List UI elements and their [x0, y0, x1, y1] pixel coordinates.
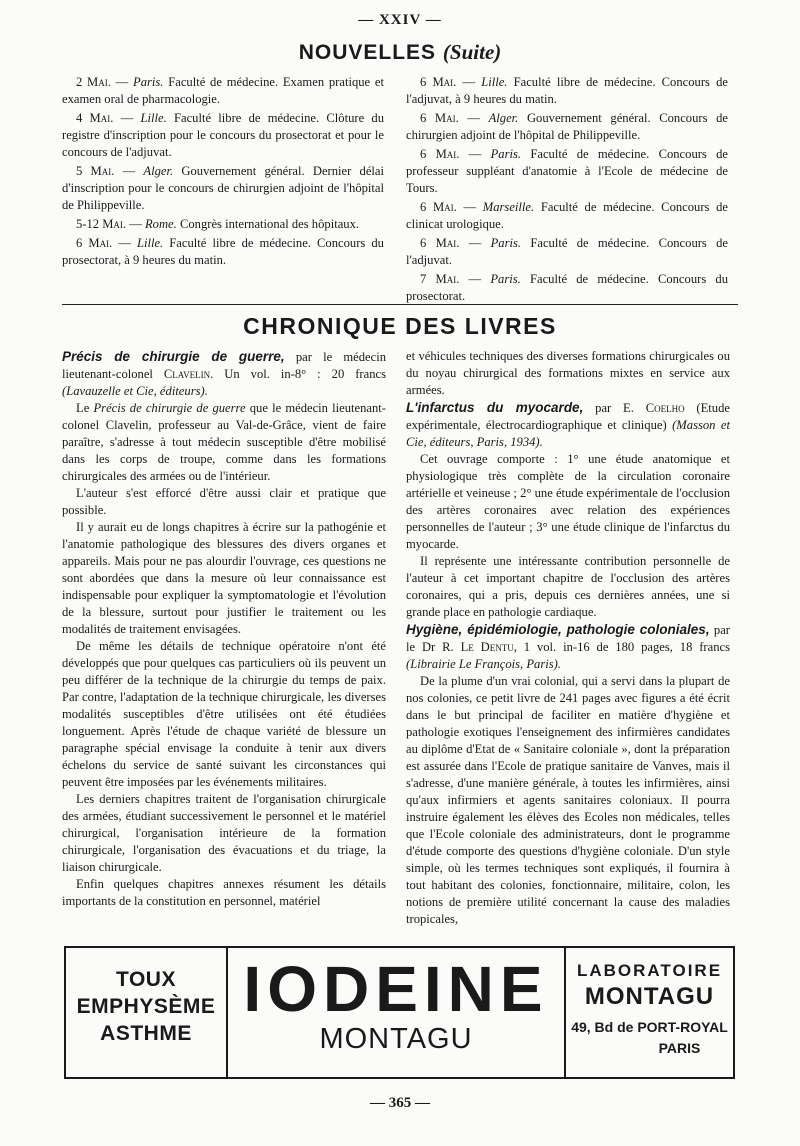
news-item: 5 Mai. — Alger. Gouvernement général. Dernier délai d'inscription pour le concours de chirurgien adjoint de l'hôpital de Philippeville.: [62, 164, 385, 212]
ad-lab-address: 49, Bd de PORT-ROYAL: [571, 1019, 728, 1035]
nouvelles-right-column: [406, 74, 728, 307]
chronique-left-column: [62, 348, 386, 910]
book1-paragraph-2: L'auteur s'est efforcé d'être aussi clair et pratique que possible.: [62, 486, 386, 517]
news-text: Faculté de médecine. Concours de professeur suppléant d'anatomie à l'Ecole de médecine de Tours.: [406, 147, 729, 195]
book3-paragraph-1: De la plume d'un vrai colonial, qui a servi dans la plupart de nos colonies, ce petit livre de 241 pages avec figures a été écrit dans le but principal de faciliter en matière d'hygiène et pathologie exotiques l'enseignement des infirmières candidates au diplôme d'Etat de « Sanitaire coloniale », dont la préparation est assurée dans l'Ecole de pratique sanitaire de Vanves, mais il s'adresse, d'une manière générale, à toutes les infirmières, ainsi qu'aux infirmiers et agents sanitaires coloniaux. Il pourra instruire également les élèves des Ecoles non médicales, telles que l'Ecole coloniale des administrateurs, dont le programme d'étude comporte des questions d'hygiène coloniale. D'un style simple, où les termes techniques sont expliqués, il fournira à tout habitant des colonies, fonctionnaire, militaire, colon, les notions de première utilité concernant la cause des maladies tropicales,: [406, 674, 730, 926]
news-text: Faculté de médecine. Concours de l'adjuvat.: [406, 236, 729, 267]
news-text: Faculté libre de médecine. Clôture du registre d'inscription pour le concours du prosectorat et pour le concours de l'adjuvat.: [62, 111, 385, 159]
nouvelles-title: [0, 40, 800, 65]
book2-publisher: (Masson et Cie, éditeurs, Paris, 1934).: [406, 418, 730, 449]
book1-title: Précis de chirurgie de guerre,: [62, 349, 285, 364]
news-place: Lille.: [140, 111, 167, 125]
book3-publisher: (Librairie Le François, Paris).: [406, 657, 561, 671]
book1-paragraph-6: Enfin quelques chapitres annexes résument les détails importants de la constitution en personnel, matériel: [62, 877, 386, 908]
section-divider: [62, 304, 738, 305]
ad-brand-name: IODEINE: [243, 953, 549, 1025]
roman-page-number: — XXIV —: [358, 12, 442, 28]
ad-brand-block: [226, 948, 566, 1077]
news-item: 7 Mai. — Paris. Faculté de médecine. Concours du prosectorat.: [406, 272, 729, 303]
book2-details: (Etude expérimentale, électrocardiographique et clinique): [406, 401, 730, 432]
news-place: Rome.: [144, 217, 177, 231]
news-place: Paris.: [490, 236, 522, 250]
ad-indication: TOUX: [116, 968, 176, 991]
book1-publisher: (Lavauzelle et Cie, éditeurs).: [62, 384, 208, 398]
nouvelles-title-text: NOUVELLES: [298, 41, 437, 64]
ad-lab-label: LABORATOIRE: [576, 961, 723, 980]
book1-paragraph-4: De même les détails de technique opératoire n'ont été développés que pour quelques cas particuliers où ils peuvent un peu différer de la technique de la chirurgie du temps de paix. Par contre, l'adaptation de la technique chirurgicale, les diverses modalités susceptibles d'être utilisées ont été étudiées longuement. Après l'étude de chaque variété de blessure un paragraphe spécial envisage la conduite à tenir aux divers échelons du service de santé suivant les circonstances qui peuvent être imposées par les événements militaires.: [62, 639, 386, 789]
book1-p1-rest: que le médecin lieutenant-colonel Clavelin, professeur au Val-de-Grâce, vient de faire paraître, s'adresse à tout médecin susceptible d'être mobilisé dans les corps de troupe, comme dans les formations chirurgicales des armées ou de l'intérieur.: [62, 401, 386, 483]
news-item: 2 Mai. — Paris. Faculté de médecine. Examen pratique et examen oral de pharmacologie.: [62, 75, 384, 106]
news-item: 6 Mai. — Paris. Faculté de médecine. Concours de l'adjuvat.: [406, 236, 729, 267]
news-place: Paris.: [490, 272, 521, 286]
page-number: — 365 —: [370, 1095, 430, 1111]
news-item: 6 Mai. — Lille. Faculté libre de médecine. Concours de l'adjuvat, à 9 heures du matin.: [406, 75, 728, 106]
nouvelles-left-column: [62, 74, 384, 271]
book2-heading: [406, 399, 730, 451]
news-place: Alger.: [488, 111, 519, 125]
news-item: 6 Mai. — Marseille. Faculté de médecine. Concours de clinicat urologique.: [406, 200, 728, 231]
book3-title: Hygiène, épidémiologie, pathologie coloniales,: [406, 622, 710, 637]
iodeine-advertisement: [64, 946, 735, 1079]
book1-details: Un vol. in-8° : 20 francs: [224, 367, 386, 381]
news-text: Faculté libre de médecine. Concours du prosectorat, à 9 heures du matin.: [62, 236, 384, 267]
book3-author: R. Le Dentu,: [442, 640, 517, 654]
news-date: 5-12 Mai.: [76, 217, 127, 231]
news-text: Faculté libre de médecine. Concours de l'adjuvat, à 9 heures du matin.: [406, 75, 728, 106]
news-text: Faculté de médecine. Examen pratique et examen oral de pharmacologie.: [62, 75, 384, 106]
book3-byline: par le Dr: [406, 623, 730, 654]
news-text: Gouvernement général. Dernier délai d'inscription pour le concours de chirurgien adjoint de l'hôpital de Philippeville.: [62, 164, 385, 212]
news-date: 6 Mai.: [420, 200, 457, 214]
book2-byline: par: [595, 401, 612, 415]
news-item: 6 Mai. — Lille. Faculté libre de médecine. Concours du prosectorat, à 9 heures du matin.: [62, 236, 384, 267]
news-place: Paris.: [133, 75, 164, 89]
ad-brand-maker: MONTAGU: [319, 1023, 473, 1055]
news-date: 6 Mai.: [420, 147, 460, 161]
ad-indications: [66, 948, 226, 1077]
book1-paragraph-5: Les derniers chapitres traitent de l'organisation chirurgicale des armées, étudiant successivement le personnel et le matériel chirurgical, l'organisation intérieure de la formation chirurgicale, l'organisation des évacuations et du triage, la liaison chirurgicale.: [62, 792, 386, 874]
news-date: 2 Mai.: [76, 75, 111, 89]
book3-details: 1 vol. in-16 de 180 pages, 18 francs: [523, 640, 731, 654]
news-item: 4 Mai. — Lille. Faculté libre de médecine. Clôture du registre d'inscription pour le concours du prosectorat et pour le concours de l'adjuvat.: [62, 111, 385, 159]
book1-byline: par le médecin lieutenant-colonel: [62, 350, 386, 381]
book2-paragraph-1: Cet ouvrage comporte : 1° une étude anatomique et physiologique très complète de la circulation coronaire artérielle et veineuse ; 2° une étude expérimentale de l'occlusion des artères coronaires avec relation des expériences personnelles de l'auteur ; 3° une étude clinique de l'infarctus du myocarde.: [406, 452, 730, 551]
news-text: Congrès international des hôpitaux.: [179, 217, 360, 231]
book2-author: E. Coelho: [623, 401, 685, 415]
book1-p1-prefix: Le: [76, 401, 90, 415]
book3-heading: [406, 621, 730, 673]
ad-lab-name: MONTAGU: [584, 983, 715, 1010]
nouvelles-suite: (Suite): [442, 40, 502, 64]
book1-author: Clavelin.: [163, 367, 214, 381]
news-item: 6 Mai. — Paris. Faculté de médecine. Concours de professeur suppléant d'anatomie à l'Ecole de médecine de Tours.: [406, 147, 729, 195]
news-date: 4 Mai.: [76, 111, 114, 125]
ad-laboratory-block: [566, 948, 733, 1077]
ad-indication: ASTHME: [100, 1022, 192, 1045]
chronique-right-column: [406, 348, 730, 928]
news-place: Marseille.: [482, 200, 535, 214]
news-text: Faculté de médecine. Concours du prosectorat.: [406, 272, 729, 303]
book2-title: L'infarctus du myocarde,: [406, 400, 584, 415]
chronique-title: CHRONIQUE DES LIVRES: [243, 313, 557, 339]
news-date: 6 Mai.: [420, 111, 459, 125]
book2-paragraph-2: Il représente une intéressante contribution personnelle de l'auteur à cet important chapitre de l'occlusion des artères coronaires, qui a pris, depuis ces dernières années, une si grande place en pathologie cardiaque.: [406, 554, 730, 619]
news-text: Faculté de médecine. Concours de clinicat urologique.: [406, 200, 728, 231]
news-place: Lille.: [481, 75, 508, 89]
news-place: Lille.: [136, 236, 164, 250]
book1-paragraph-3: Il y aurait eu de longs chapitres à écrire sur la pathogénie et l'anatomie pathologique des blessures des divers organes et appareils. Mais pour ne pas alourdir l'ouvrage, ces questions ne sont abordées que dans la mesure où leur connaissance est indispensable pour expliquer la symptomatologie et l'évolution de la blessure, surtout pour justifier le traitement ou les modalités de traitement envisagées.: [62, 520, 386, 636]
news-date: 6 Mai.: [420, 236, 460, 250]
ad-lab-city: PARIS: [658, 1040, 701, 1056]
news-date: 6 Mai.: [76, 236, 113, 250]
news-item: 6 Mai. — Alger. Gouvernement général. Concours de chirurgien adjoint de l'hôpital de Philippeville.: [406, 111, 728, 142]
news-place: Alger.: [143, 164, 174, 178]
book1-heading: [62, 348, 386, 400]
news-text: Gouvernement général. Concours de chirurgien adjoint de l'hôpital de Philippeville.: [406, 111, 728, 142]
book1-paragraph-1: [62, 400, 386, 485]
news-item: 5-12 Mai. — Rome. Congrès international des hôpitaux.: [76, 217, 360, 231]
news-place: Paris.: [490, 147, 522, 161]
news-date: 5 Mai.: [76, 164, 115, 178]
ad-indication: EMPHYSÈME: [76, 995, 216, 1018]
book1-p1-title: Précis de chirurgie de guerre: [93, 401, 246, 415]
book1-continuation: et véhicules techniques des diverses formations chirurgicales ou du noyau chirurgical des formations mixtes en service aux armées.: [406, 349, 730, 397]
news-date: 7 Mai.: [420, 272, 460, 286]
news-date: 6 Mai.: [420, 75, 457, 89]
